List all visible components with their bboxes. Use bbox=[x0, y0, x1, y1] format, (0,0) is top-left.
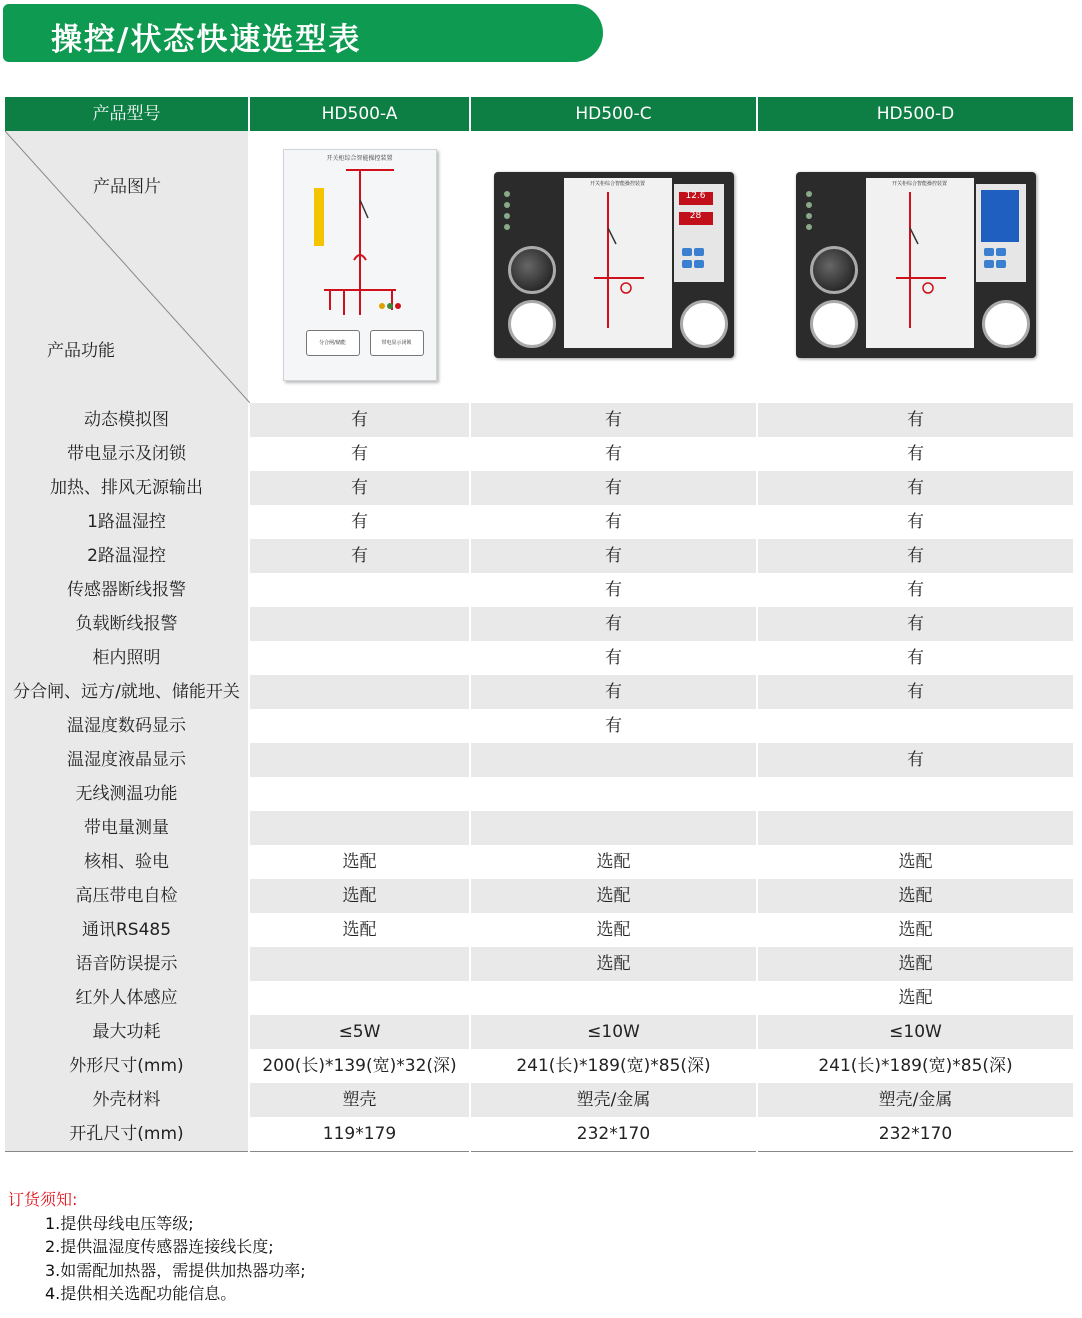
feature-value-cell bbox=[757, 777, 1074, 811]
led-column-icon bbox=[502, 186, 558, 235]
feature-value-cell: 有 bbox=[757, 471, 1074, 505]
feature-name-cell: 2路温湿控 bbox=[4, 539, 249, 573]
feature-value-cell: 塑壳 bbox=[249, 1083, 470, 1117]
table-row bbox=[4, 743, 1074, 777]
feature-value-cell bbox=[249, 709, 470, 743]
header-model-c: HD500-C bbox=[470, 97, 757, 131]
feature-value-cell bbox=[249, 777, 470, 811]
switch-knob-icon bbox=[810, 300, 858, 348]
feature-value-cell: 选配 bbox=[470, 845, 757, 879]
note-item: 3.如需配加热器，需提供加热器功率; bbox=[45, 1260, 306, 1280]
feature-name-cell: 通讯RS485 bbox=[4, 913, 249, 947]
title-banner bbox=[3, 4, 603, 62]
switch-knob-icon bbox=[508, 300, 556, 348]
feature-value-cell: 有 bbox=[757, 437, 1074, 471]
mimic-panel bbox=[564, 178, 672, 348]
function-label: 产品功能 bbox=[47, 341, 115, 361]
table-row bbox=[4, 607, 1074, 641]
table-row bbox=[4, 811, 1074, 845]
table-row bbox=[4, 403, 1074, 437]
device-c-image bbox=[494, 172, 734, 358]
device-a-right-button-box bbox=[370, 330, 424, 356]
keypad-icon bbox=[682, 248, 716, 274]
table-row bbox=[4, 913, 1074, 947]
table-row bbox=[4, 539, 1074, 573]
feature-name-cell: 高压带电自检 bbox=[4, 879, 249, 913]
digital-display bbox=[674, 184, 724, 282]
feature-value-cell: 有 bbox=[470, 641, 757, 675]
device-a-image bbox=[283, 149, 437, 381]
selection-table bbox=[3, 97, 1075, 1152]
feature-name-cell: 温湿度数码显示 bbox=[4, 709, 249, 743]
diagonal-header-cell bbox=[4, 131, 249, 403]
keypad-icon bbox=[984, 248, 1018, 274]
product-image-a bbox=[249, 131, 470, 403]
feature-name-cell: 柜内照明 bbox=[4, 641, 249, 675]
table-row bbox=[4, 777, 1074, 811]
feature-name-cell: 外壳材料 bbox=[4, 1083, 249, 1117]
switch-knob-icon bbox=[982, 300, 1030, 348]
selector-knob-icon bbox=[508, 246, 556, 294]
table-row bbox=[4, 947, 1074, 981]
header-model-a: HD500-A bbox=[249, 97, 470, 131]
device-c-caption: 开关柜综合智能操控装置 bbox=[589, 181, 645, 187]
feature-value-cell: 有 bbox=[470, 573, 757, 607]
feature-value-cell: 选配 bbox=[249, 913, 470, 947]
feature-value-cell: 232*170 bbox=[470, 1117, 757, 1152]
feature-name-cell: 分合闸、远方/就地、储能开关 bbox=[4, 675, 249, 709]
feature-name-cell: 无线测温功能 bbox=[4, 777, 249, 811]
device-a-left-box-label: 分合闸/储能 bbox=[319, 340, 346, 346]
feature-value-cell: 塑壳/金属 bbox=[470, 1083, 757, 1117]
diagonal-line bbox=[5, 131, 250, 403]
feature-value-cell bbox=[249, 641, 470, 675]
feature-name-cell: 动态模拟图 bbox=[4, 403, 249, 437]
feature-name-cell: 最大功耗 bbox=[4, 1015, 249, 1049]
table-row bbox=[4, 641, 1074, 675]
feature-value-cell bbox=[757, 709, 1074, 743]
feature-value-cell: 有 bbox=[249, 403, 470, 437]
feature-value-cell: 有 bbox=[757, 675, 1074, 709]
table-row bbox=[4, 1049, 1074, 1083]
mimic-panel bbox=[866, 178, 974, 348]
feature-value-cell: 选配 bbox=[757, 913, 1074, 947]
feature-value-cell: 有 bbox=[757, 641, 1074, 675]
feature-value-cell: 有 bbox=[757, 505, 1074, 539]
segment-display-2: 28 bbox=[679, 212, 713, 225]
feature-name-cell: 开孔尺寸(mm) bbox=[4, 1117, 249, 1152]
lcd-display bbox=[976, 184, 1026, 282]
table-header-row bbox=[4, 97, 1074, 131]
feature-value-cell: 有 bbox=[470, 505, 757, 539]
device-d-image bbox=[796, 172, 1036, 358]
feature-value-cell: 有 bbox=[757, 607, 1074, 641]
feature-value-cell: ≤5W bbox=[249, 1015, 470, 1049]
led-column-icon bbox=[804, 186, 860, 235]
feature-value-cell bbox=[249, 675, 470, 709]
table-row bbox=[4, 845, 1074, 879]
feature-value-cell: 有 bbox=[249, 437, 470, 471]
feature-name-cell: 负载断线报警 bbox=[4, 607, 249, 641]
feature-name-cell: 1路温湿控 bbox=[4, 505, 249, 539]
feature-value-cell: 有 bbox=[470, 675, 757, 709]
segment-display-1: 12.6 bbox=[679, 192, 713, 205]
header-model-label: 产品型号 bbox=[4, 97, 249, 131]
feature-name-cell: 语音防误提示 bbox=[4, 947, 249, 981]
feature-name-cell: 核相、验电 bbox=[4, 845, 249, 879]
feature-value-cell: 选配 bbox=[757, 981, 1074, 1015]
feature-value-cell: 有 bbox=[470, 607, 757, 641]
lcd-screen-icon bbox=[981, 190, 1019, 242]
feature-value-cell bbox=[470, 981, 757, 1015]
feature-value-cell bbox=[249, 947, 470, 981]
note-item: 2.提供温湿度传感器连接线长度; bbox=[45, 1237, 274, 1256]
table-row bbox=[4, 675, 1074, 709]
product-image-d bbox=[757, 131, 1074, 403]
feature-value-cell: 241(长)*189(宽)*85(深) bbox=[757, 1049, 1074, 1083]
feature-value-cell: 选配 bbox=[470, 947, 757, 981]
feature-value-cell: ≤10W bbox=[757, 1015, 1074, 1049]
table-row bbox=[4, 981, 1074, 1015]
feature-value-cell: 241(长)*189(宽)*85(深) bbox=[470, 1049, 757, 1083]
feature-name-cell: 红外人体感应 bbox=[4, 981, 249, 1015]
selector-knob-icon bbox=[810, 246, 858, 294]
product-image-c bbox=[470, 131, 757, 403]
feature-value-cell bbox=[470, 811, 757, 845]
feature-value-cell: 232*170 bbox=[757, 1117, 1074, 1152]
device-a-caption: 开关柜综合智能操控装置 bbox=[326, 155, 393, 162]
feature-value-cell: 有 bbox=[757, 539, 1074, 573]
feature-value-cell bbox=[249, 811, 470, 845]
table-row bbox=[4, 437, 1074, 471]
feature-value-cell: 有 bbox=[757, 743, 1074, 777]
feature-value-cell: 有 bbox=[757, 573, 1074, 607]
table-row bbox=[4, 709, 1074, 743]
feature-value-cell: 选配 bbox=[757, 947, 1074, 981]
header-model-d: HD500-D bbox=[757, 97, 1074, 131]
feature-value-cell: 有 bbox=[470, 403, 757, 437]
feature-value-cell: 有 bbox=[757, 403, 1074, 437]
ordering-notes bbox=[8, 1188, 306, 1306]
feature-value-cell bbox=[249, 743, 470, 777]
feature-name-cell: 带电量测量 bbox=[4, 811, 249, 845]
feature-value-cell: 有 bbox=[470, 709, 757, 743]
feature-value-cell bbox=[249, 607, 470, 641]
mimic-diagram-icon bbox=[866, 178, 974, 338]
feature-value-cell: 选配 bbox=[249, 845, 470, 879]
feature-value-cell: 有 bbox=[470, 437, 757, 471]
feature-value-cell bbox=[249, 573, 470, 607]
device-a-right-box-label: 带电显示闭锁 bbox=[381, 340, 412, 346]
notes-title: 订货须知: bbox=[8, 1190, 78, 1209]
table-row bbox=[4, 573, 1074, 607]
feature-name-cell: 温湿度液晶显示 bbox=[4, 743, 249, 777]
note-item: 1.提供母线电压等级; bbox=[45, 1213, 194, 1233]
note-item: 4.提供相关选配功能信息。 bbox=[45, 1284, 237, 1303]
feature-name-cell: 传感器断线报警 bbox=[4, 573, 249, 607]
feature-value-cell: 有 bbox=[249, 539, 470, 573]
feature-value-cell: 选配 bbox=[470, 879, 757, 913]
feature-value-cell: 有 bbox=[249, 505, 470, 539]
feature-value-cell: 选配 bbox=[757, 879, 1074, 913]
feature-value-cell: 有 bbox=[470, 539, 757, 573]
feature-value-cell: 200(长)*139(宽)*32(深) bbox=[249, 1049, 470, 1083]
table-row bbox=[4, 1083, 1074, 1117]
feature-value-cell: 有 bbox=[249, 471, 470, 505]
table-row bbox=[4, 1015, 1074, 1049]
feature-name-cell: 带电显示及闭锁 bbox=[4, 437, 249, 471]
feature-value-cell bbox=[249, 981, 470, 1015]
feature-value-cell: 选配 bbox=[757, 845, 1074, 879]
feature-value-cell: 选配 bbox=[249, 879, 470, 913]
table-row bbox=[4, 471, 1074, 505]
picture-label: 产品图片 bbox=[93, 177, 161, 197]
mimic-diagram-icon bbox=[564, 178, 672, 338]
table-row bbox=[4, 1117, 1074, 1152]
device-d-caption: 开关柜综合智能操控装置 bbox=[891, 181, 947, 187]
feature-name-cell: 外形尺寸(mm) bbox=[4, 1049, 249, 1083]
feature-value-cell: ≤10W bbox=[470, 1015, 757, 1049]
page-title: 操控/状态快速选型表 bbox=[51, 22, 362, 58]
feature-value-cell: 选配 bbox=[470, 913, 757, 947]
feature-value-cell bbox=[470, 743, 757, 777]
picture-row bbox=[4, 131, 1074, 403]
device-a-left-button-box bbox=[306, 330, 360, 356]
switch-knob-icon bbox=[680, 300, 728, 348]
feature-value-cell bbox=[757, 811, 1074, 845]
feature-value-cell bbox=[470, 777, 757, 811]
feature-name-cell: 加热、排风无源输出 bbox=[4, 471, 249, 505]
feature-value-cell: 119*179 bbox=[249, 1117, 470, 1152]
feature-value-cell: 有 bbox=[470, 471, 757, 505]
feature-value-cell: 塑壳/金属 bbox=[757, 1083, 1074, 1117]
table-row bbox=[4, 505, 1074, 539]
table-row bbox=[4, 879, 1074, 913]
